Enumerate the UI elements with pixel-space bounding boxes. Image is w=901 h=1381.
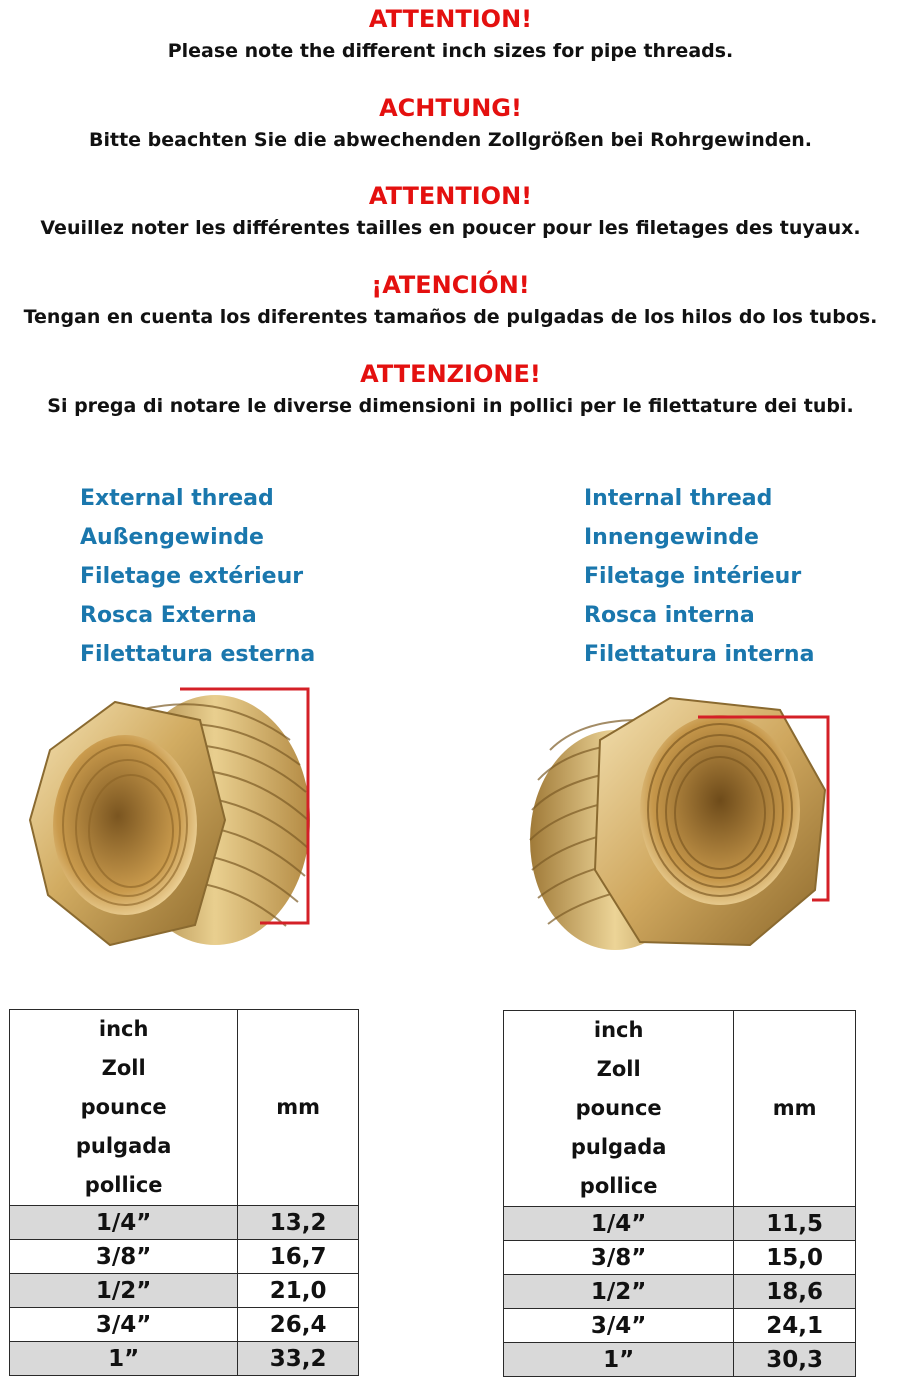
table-row xyxy=(10,1342,359,1376)
table-row xyxy=(10,1206,359,1240)
external-thread-label-de: Außengewinde xyxy=(80,525,264,550)
mm-header-cell: mm xyxy=(238,1010,359,1206)
inch-header-cell xyxy=(504,1011,734,1207)
notice-english xyxy=(0,4,901,64)
inch-cell: 1/2” xyxy=(504,1275,734,1309)
table-row xyxy=(504,1309,856,1343)
notice-text-english: Please note the different inch sizes for pipe threads. xyxy=(167,40,734,62)
table-header-row xyxy=(10,1010,359,1206)
unit-label-pulgada: pulgada xyxy=(75,1134,172,1158)
inch-cell: 3/8” xyxy=(10,1240,238,1274)
unit-label-pollice: pollice xyxy=(579,1174,658,1198)
table-row xyxy=(504,1343,856,1377)
table-row xyxy=(504,1275,856,1309)
notice-text-german: Bitte beachten Sie die abwechenden Zollgrößen bei Rohrgewinden. xyxy=(89,129,812,151)
table-row xyxy=(10,1308,359,1342)
internal-thread-label-es: Rosca interna xyxy=(584,603,755,628)
mm-cell: 21,0 xyxy=(238,1274,359,1308)
notice-title-spanish: ¡ATENCIÓN! xyxy=(371,271,530,299)
table-row xyxy=(504,1241,856,1275)
table-row xyxy=(504,1207,856,1241)
notice-text-spanish: Tengan en cuenta los diferentes tamaños de pulgadas de los hilos do los tubos. xyxy=(23,306,878,328)
table-header-row xyxy=(504,1011,856,1207)
mm-header-cell: mm xyxy=(734,1011,856,1207)
external-thread-label-es: Rosca Externa xyxy=(80,603,257,628)
inch-cell: 3/4” xyxy=(504,1309,734,1343)
notice-spanish xyxy=(0,270,901,330)
external-thread-label-it: Filettatura esterna xyxy=(80,642,316,667)
internal-thread-label-en: Internal thread xyxy=(584,486,773,511)
internal-thread-label-de: Innengewinde xyxy=(584,525,759,550)
table-row xyxy=(10,1274,359,1308)
mm-cell: 26,4 xyxy=(238,1308,359,1342)
inch-cell: 1/2” xyxy=(10,1274,238,1308)
notice-title-italian: ATTENZIONE! xyxy=(360,360,541,388)
mm-cell: 13,2 xyxy=(238,1206,359,1240)
mm-cell: 11,5 xyxy=(734,1207,856,1241)
internal-thread-label-it: Filettatura interna xyxy=(584,642,815,667)
mm-cell: 24,1 xyxy=(734,1309,856,1343)
internal-thread-fitting-image xyxy=(520,680,840,970)
notice-german xyxy=(0,93,901,153)
internal-thread-size-table xyxy=(503,1010,856,1377)
mm-cell: 16,7 xyxy=(238,1240,359,1274)
unit-label-pounce: pounce xyxy=(575,1096,662,1120)
mm-cell: 33,2 xyxy=(238,1342,359,1376)
mm-cell: 15,0 xyxy=(734,1241,856,1275)
inch-cell: 1/4” xyxy=(504,1207,734,1241)
unit-label-pounce: pounce xyxy=(80,1095,167,1119)
notice-text-italian: Si prega di notare le diverse dimensioni in pollici per le filettature dei tubi. xyxy=(47,395,854,417)
inch-cell: 1/4” xyxy=(10,1206,238,1240)
mm-cell: 18,6 xyxy=(734,1275,856,1309)
notice-title-english: ATTENTION! xyxy=(368,5,533,33)
notice-title-french: ATTENTION! xyxy=(368,182,533,210)
internal-thread-label-fr: Filetage intérieur xyxy=(584,564,802,589)
inch-cell: 1” xyxy=(10,1342,238,1376)
inch-header-cell xyxy=(10,1010,238,1206)
notice-title-german: ACHTUNG! xyxy=(379,94,522,122)
unit-label-zoll: Zoll xyxy=(596,1057,641,1081)
inch-cell: 1” xyxy=(504,1343,734,1377)
unit-label-zoll: Zoll xyxy=(101,1056,146,1080)
notice-italian xyxy=(0,359,901,419)
internal-thread-labels xyxy=(584,479,814,674)
unit-label-pulgada: pulgada xyxy=(570,1135,667,1159)
external-thread-size-table xyxy=(9,1009,359,1376)
unit-label-inch: inch xyxy=(593,1018,644,1042)
unit-label-pollice: pollice xyxy=(84,1173,163,1197)
notice-french xyxy=(0,181,901,241)
external-thread-labels xyxy=(80,479,315,674)
inch-cell: 3/4” xyxy=(10,1308,238,1342)
inch-cell: 3/8” xyxy=(504,1241,734,1275)
table-row xyxy=(10,1240,359,1274)
notice-text-french: Veuillez noter les différentes tailles en poucer pour les filetages des tuyaux. xyxy=(40,217,861,239)
external-thread-label-en: External thread xyxy=(80,486,274,511)
external-thread-label-fr: Filetage extérieur xyxy=(80,564,304,589)
external-thread-fitting-image xyxy=(20,680,320,970)
unit-label-inch: inch xyxy=(98,1017,149,1041)
mm-cell: 30,3 xyxy=(734,1343,856,1377)
